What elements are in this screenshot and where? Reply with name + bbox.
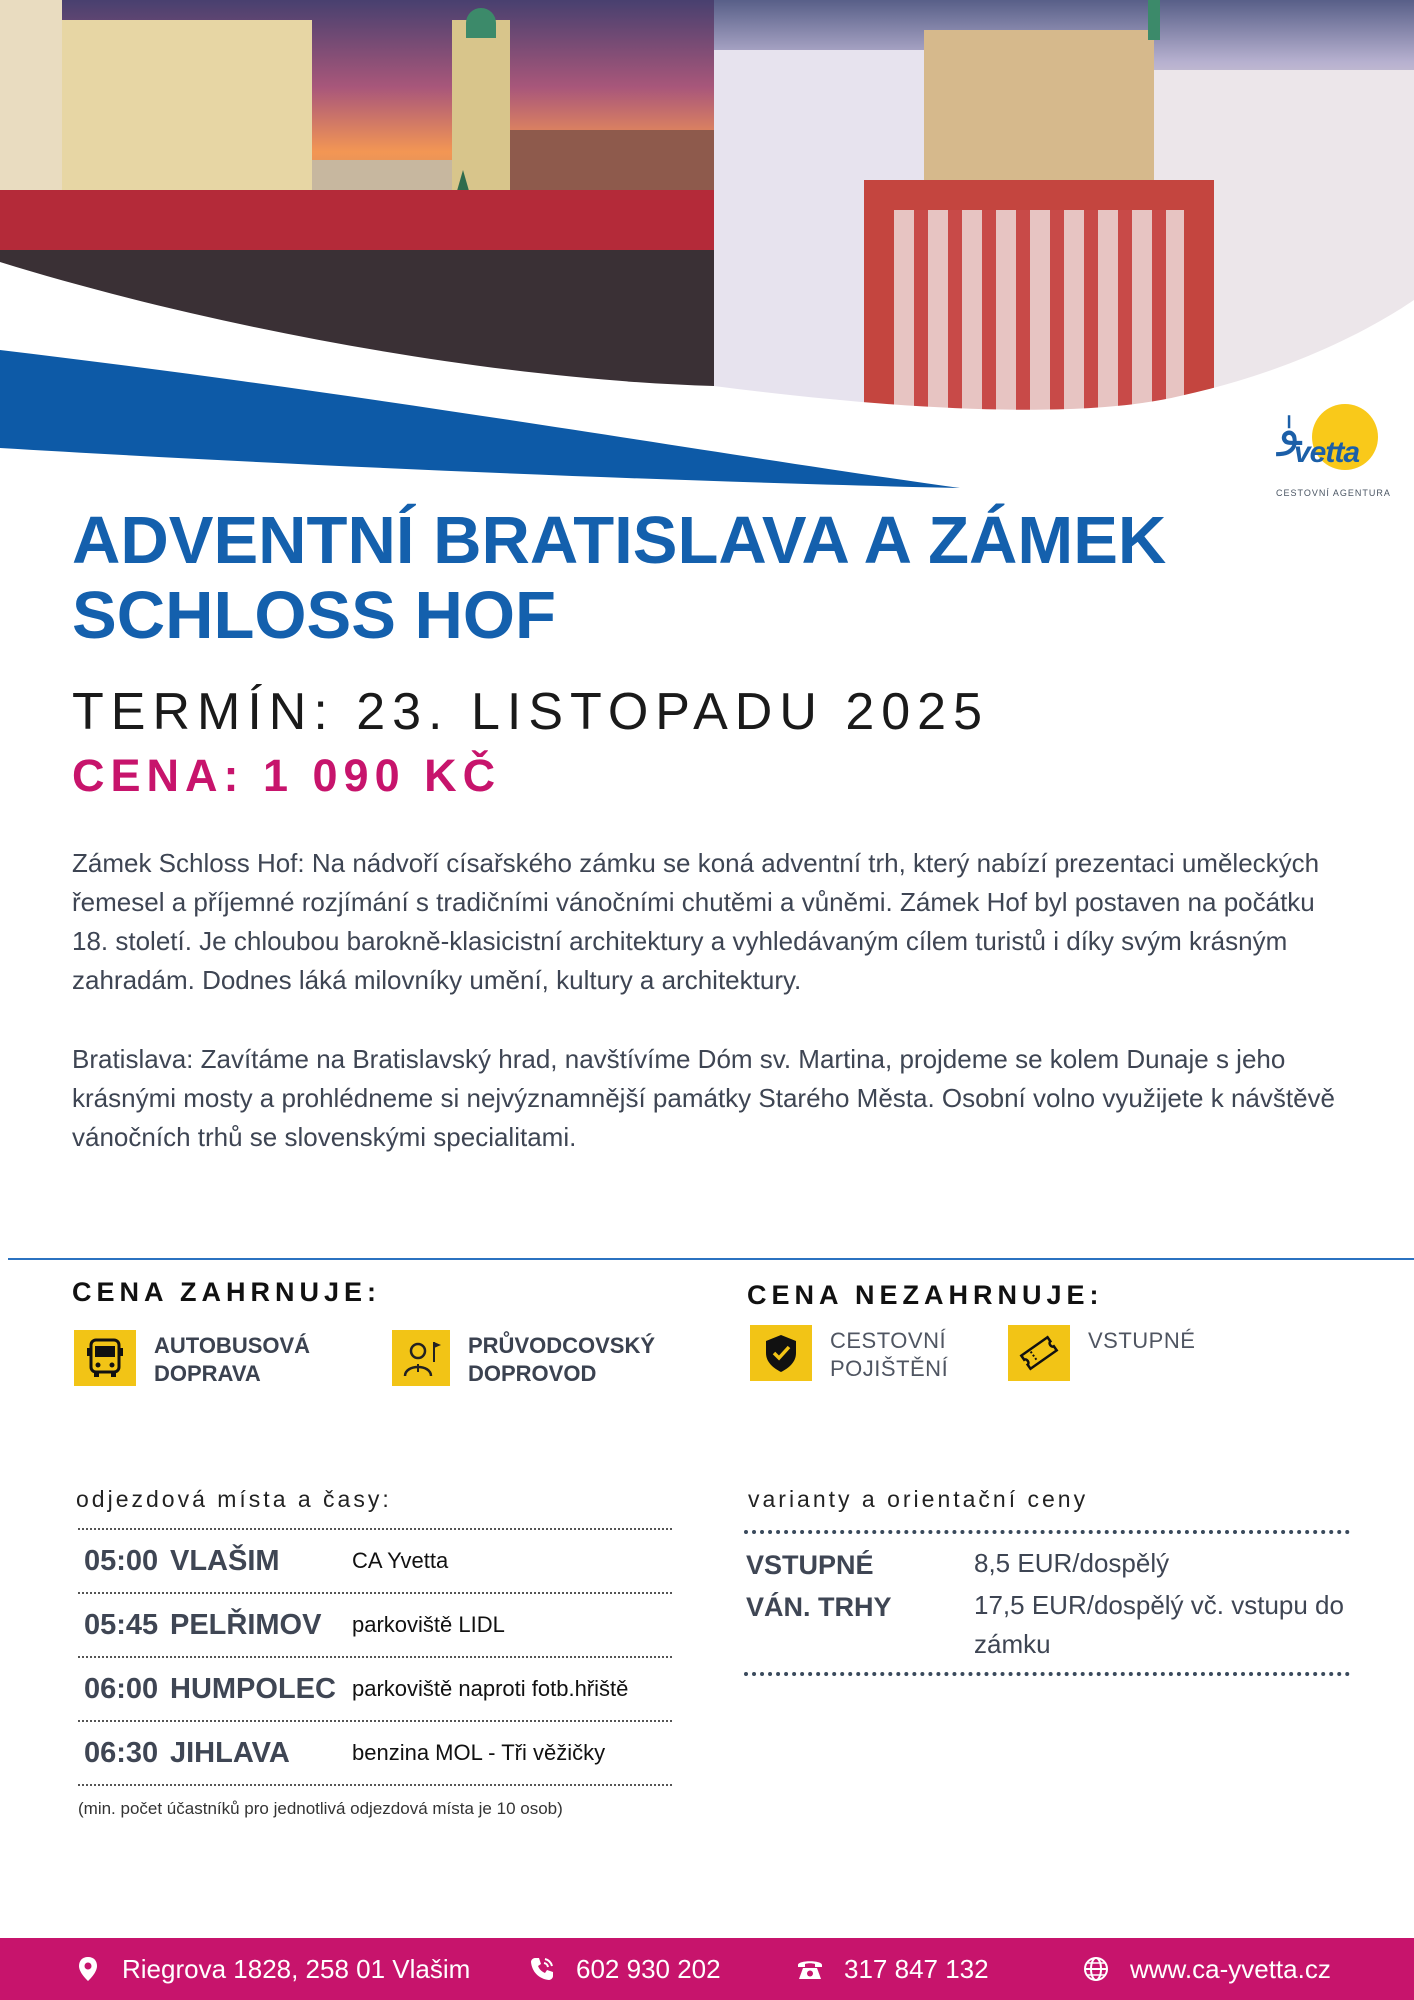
footer-mobile[interactable] [528,1938,721,2000]
telephone-icon [796,1955,824,1983]
departure-city: VLAŠIM [170,1544,280,1577]
shield-icon [750,1325,812,1381]
departures-note: (min. počet účastníků pro jednotlivá odjezdová místa je 10 osob) [78,1799,563,1818]
excludes-title: CENA NEZAHRNUJE: [747,1280,1104,1310]
departure-time: 05:45 [84,1608,159,1641]
hero-banner [0,0,1414,500]
departure-time: 06:00 [84,1672,159,1705]
departure-time: 06:30 [84,1736,159,1769]
departure-row [78,1530,672,1592]
footer-address[interactable] [74,1938,470,2000]
departure-place: parkoviště LIDL [352,1612,505,1637]
guide-icon [392,1330,450,1386]
excludes-item-label: VSTUPNÉ [1088,1328,1196,1353]
variants-title: varianty a orientační ceny [748,1486,1089,1512]
trip-date: TERMÍN: 23. LISTOPADU 2025 [72,683,990,741]
location-pin-icon [74,1955,102,1983]
yvetta-logo[interactable] [1272,398,1392,506]
hero-waves [0,0,1414,500]
departure-city: JIHLAVA [170,1736,290,1769]
departures-title: odjezdová místa a časy: [76,1486,392,1512]
contact-footer [0,1938,1414,2000]
excludes-item-admission [1008,1325,1288,1381]
logo-word: vetta [1294,436,1360,469]
departure-city: HUMPOLEC [170,1672,336,1705]
departure-city: PELŘIMOV [170,1608,322,1641]
departure-time: 05:00 [84,1544,159,1577]
variant-name: VSTUPNÉ [746,1550,874,1580]
includes-item-label: PRŮVODCOVSKÝ DOPROVOD [468,1333,656,1386]
variant-price: 8,5 EUR/dospělý [974,1548,1170,1578]
footer-phone[interactable] [796,1938,989,2000]
logo-wing-icon: ﯜ [1278,403,1302,455]
footer-website[interactable] [1082,1938,1331,2000]
address-text: Riegrova 1828, 258 01 Vlašim [122,1953,471,1984]
ticket-icon [1008,1325,1070,1381]
includes-title: CENA ZAHRNUJE: [72,1277,382,1307]
trip-price: CENA: 1 090 KČ [72,750,502,801]
phone-text: 317 847 132 [844,1953,989,1984]
phone-call-icon [528,1955,556,1983]
departure-row [78,1594,672,1656]
page-title: ADVENTNÍ BRATISLAVA A ZÁMEK SCHLOSS HOF [72,503,1167,653]
excludes-item-label: CESTOVNÍ POJIŠTĚNÍ [830,1328,949,1381]
table-divider [78,1784,672,1786]
description-bratislava: Bratislava: Zavítáme na Bratislavský hrad, navštívíme Dóm sv. Martina, projdeme se kolem Dunaje s jeho krásnými mosty a prohlédneme si nejvýznamnější památky Starého Města. Osobní volno využijete k návštěvě vánočních trhů se slovenskými specialitami. [72,1044,1336,1152]
mobile-text: 602 930 202 [576,1953,721,1984]
departure-row [78,1722,672,1784]
excludes-item-insurance [750,1325,1030,1383]
description-schloss-hof: Zámek Schloss Hof: Na nádvoří císařského zámku se koná adventní trh, který nabízí prezentaci uměleckých řemesel a příjemné rozjímání s tradičními vánočními chutěmi a vůněmi. Zámek Hof byl postaven na počátku 18. století. Je chloubou barokně-klasicistní architektury a vyhledávaným cílem turistů i díky svým krásným zahradám. Dodnes láká milovníky umění, kultury a architektury. [72,848,1320,995]
website-link: www.ca-yvetta.cz [1130,1953,1331,1984]
includes-item-guide [392,1330,708,1388]
variant-row [746,1586,1350,1664]
departure-place: parkoviště naproti fotb.hřiště [352,1676,629,1701]
departures-table [78,1528,672,1786]
variant-row [746,1544,1350,1586]
variant-name: VÁN. TRHY [746,1592,892,1622]
includes-item-label: AUTOBUSOVÁ DOPRAVA [154,1333,311,1386]
variants-table [744,1530,1350,1676]
table-divider [744,1672,1350,1676]
variant-price: 17,5 EUR/dospělý vč. vstupu do zámku [974,1590,1344,1659]
includes-item-bus [74,1330,354,1388]
departure-place: CA Yvetta [352,1548,449,1573]
departure-place: benzina MOL - Tři věžičky [352,1740,606,1765]
logo-tagline: CESTOVNÍ AGENTURA [1276,488,1391,498]
bus-icon [74,1330,136,1386]
globe-icon [1082,1955,1110,1983]
departure-row [78,1658,672,1720]
section-divider [8,1258,1414,1260]
